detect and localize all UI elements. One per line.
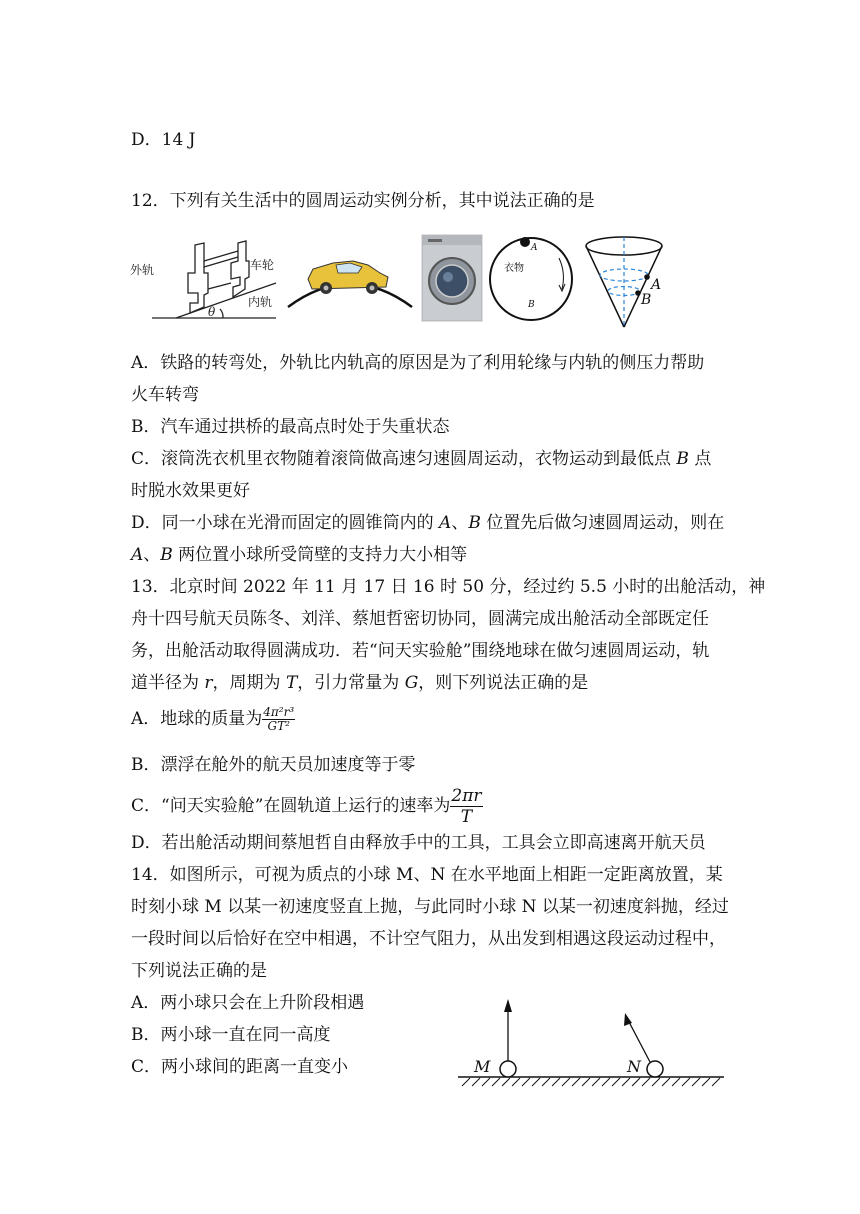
ball-n-label: N: [627, 1057, 641, 1076]
q13-stem-line1: 13．北京时间 2022 年 11 月 17 日 16 时 50 分，经过约 5.5 小时的出舱活动，神: [131, 577, 766, 597]
q14-stem-line3: 一段时间以后恰好在空中相遇，不计空气阻力，从出发到相遇这段运动过程中，: [131, 929, 726, 949]
ball-n-velocity-arrow: [628, 1020, 650, 1062]
cone-point-b-label: B: [641, 292, 652, 308]
drum-point-b-label: B: [528, 300, 535, 310]
q14-option-b: B．两小球一直在同一高度: [131, 1025, 331, 1045]
q12-option-d-line2: A、B 两位置小球所受筒壁的支持力大小相等: [131, 545, 468, 565]
q14-stem-line4: 下列说法正确的是: [131, 961, 267, 981]
q14-option-c: C．两小球间的距离一直变小: [131, 1057, 349, 1077]
earth-mass-fraction: $\frac{\text{4π²r³}}{\text{GT²}}$: [263, 705, 295, 733]
q13-stem-line2: 舟十四号航天员陈冬、刘洋、蔡旭哲密切协同，圆满完成出舱活动全部既定任: [131, 609, 709, 629]
q14-stem-line1: 14．如图所示，可视为质点的小球 M、N 在水平地面上相距一定距离放置，某: [131, 865, 723, 885]
q13-option-d: D．若出舱活动期间蔡旭哲自由释放手中的工具，工具会立即高速离开航天员: [131, 833, 706, 853]
outer-rail-label: 外轨: [130, 263, 155, 277]
ball-n: [647, 1061, 663, 1077]
q13-option-c: C．“问天实验舱”在圆轨道上运行的速率为 $\frac{2\pi r}{T}$: [131, 786, 482, 827]
wheel-label: 车轮: [250, 258, 275, 272]
q11-option-d: D．14 J: [131, 130, 196, 150]
q13-option-b: B．漂浮在舱外的航天员加速度等于零: [131, 755, 416, 775]
q12-option-c-line2: 时脱水效果更好: [131, 481, 250, 501]
clothes-label: 衣物: [504, 263, 524, 274]
q13-stem-line3: 务，出舱活动取得圆满成功．若“问天实验舱”围绕地球在做匀速圆周运动，轨: [131, 641, 710, 661]
washing-machine-image: [422, 235, 482, 321]
cone-point-a-label: A: [651, 277, 662, 293]
q12-figure-strip: [128, 233, 688, 333]
q14-stem-line2: 时刻小球 M 以某一初速度竖直上抛，与此同时小球 N 以某一初速度斜抛，经过: [131, 897, 729, 917]
car-on-bridge-figure: [288, 261, 412, 307]
q12-option-b: B．汽车通过拱桥的最高点时处于失重状态: [131, 417, 450, 437]
q12-option-a-line1: A．铁路的转弯处，外轨比内轨高的原因是为了利用轮缘与内轨的侧压力帮助: [131, 353, 705, 373]
inner-rail-label: 内轨: [248, 295, 273, 309]
theta-label: θ: [208, 305, 216, 319]
q12-stem: 12．下列有关生活中的圆周运动实例分析，其中说法正确的是: [131, 191, 595, 211]
q12-option-a-line2: 火车转弯: [131, 385, 199, 405]
q13-option-a: A．地球的质量为 $\frac{\text{4π²r³}}{\text{GT²}}$: [131, 705, 295, 733]
drum-point-a-label: A: [531, 243, 538, 253]
q12-option-c-line1: C．滚筒洗衣机里衣物随着滚筒做高速匀速圆周运动，衣物运动到最低点 B 点: [131, 449, 712, 469]
ball-m: [500, 1061, 516, 1077]
orbital-speed-fraction: $\frac{2\pi r}{T}$: [451, 786, 482, 827]
ball-m-label: M: [474, 1057, 491, 1076]
q13-stem-line4: 道半径为 r，周期为 T，引力常量为 G，则下列说法正确的是: [131, 673, 589, 693]
q12-option-d-line1: D．同一小球在光滑而固定的圆锥筒内的 A、B 位置先后做匀速圆周运动，则在: [131, 513, 725, 533]
q14-option-a: A．两小球只会在上升阶段相遇: [131, 993, 365, 1013]
q14-figure: [452, 990, 732, 1090]
